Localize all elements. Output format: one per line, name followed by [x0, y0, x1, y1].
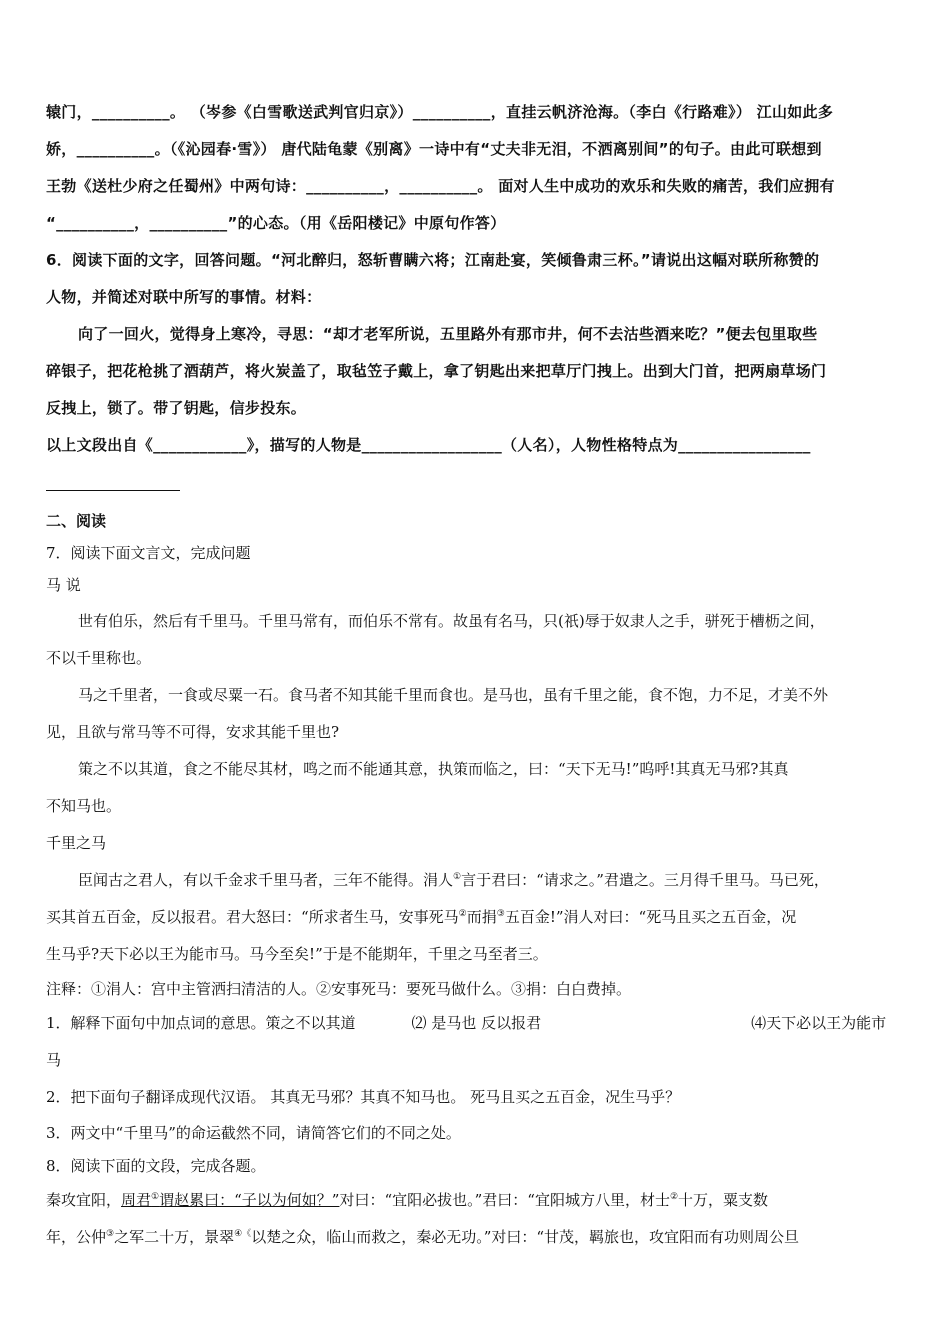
q7-text2-title: 千里之马: [46, 834, 107, 852]
footnote-mark: ②: [669, 1192, 679, 1202]
footnote-mark: ①: [151, 1192, 160, 1202]
q5-line-1: 辕门，__________。 （岑参《白雪歌送武判官归京》）__________，直挂云帆济沧海。（李白《行路难》） 江山如此多: [46, 103, 834, 121]
footnote-mark: ③: [106, 1229, 115, 1239]
q8-passage-line-1: 秦攻宜阳，周君①谓赵累曰：“子以为何如？”对曰：“宜阳必拔也。”君曰：“宜阳城方八里，材士②十万，粟支数: [46, 1191, 769, 1209]
q8-intro: 8．阅读下面的文段，完成各题。: [46, 1157, 266, 1175]
q7-p1-line-1: 世有伯乐，然后有千里马。千里马常有，而伯乐不常有。故虽有名马，只(祇)辱于奴隶人之手，骈死于槽枥之间，: [78, 612, 825, 630]
section-title: 二、阅读: [46, 512, 107, 530]
footnote-mark: ①: [453, 872, 462, 882]
q6-material-line-3: 反拽上，锁了。带了钥匙，信步投东。: [46, 399, 307, 417]
q7-p3-line-2: 不知马也。: [46, 797, 122, 815]
answer-blank-line: [46, 464, 180, 491]
q7-p1-line-2: 不以千里称也。: [46, 649, 152, 667]
q7-p4-line-2: 买其首五百金，反以报君。君大怒曰：“所求者生马，安事死马②而捐③五百金!”涓人对曰：“死马且买之五百金，况: [46, 908, 797, 926]
footnote-mark: ④《: [234, 1229, 252, 1239]
q7-sub1: 1．解释下面句中加点词的意思。策之不以其道 ⑵ 是马也 反以报君 ⑷天下必以王为能市: [46, 1014, 887, 1032]
q7-sub3: 3．两文中“千里马”的命运截然不同，请简答它们的不同之处。: [46, 1124, 461, 1142]
q7-p2-line-2: 见，且欲与常马等不可得，安求其能千里也?: [46, 723, 340, 741]
q7-notes: 注释：①涓人：宫中主管洒扫清洁的人。②安事死马：要死马做什么。③捐：白白费掉。: [46, 980, 632, 998]
q7-p2-line-1: 马之千里者，一食或尽粟一石。食马者不知其能千里而食也。是马也，虽有千里之能，食不饱，力不足，才美不外: [78, 686, 829, 704]
document-page: [46, 94, 908, 1256]
q6-question: 以上文段出自《____________》，描写的人物是__________________（人名），人物性格特点为_________________: [46, 436, 811, 454]
q7-text1-title: 马 说: [46, 576, 81, 594]
q7-p3-line-1: 策之不以其道，食之不能尽其材，鸣之而不能通其意，执策而临之，曰：“天下无马!”呜呼!其真无马邪?其真: [78, 760, 789, 778]
q7-sub1-wrap: 马: [46, 1051, 62, 1069]
footnote-mark: ③: [496, 909, 505, 919]
q6-answer-blank: [46, 464, 908, 501]
q6-prompt-line-1: 6．阅读下面的文字，回答问题。“河北醉归，怒斩曹瞒六将；江南赴宴，笑倾鲁肃三杯。”请说出这幅对联所称赞的: [46, 251, 820, 269]
q6-prompt-line-2: 人物，并简述对联中所写的事情。材料：: [46, 288, 322, 306]
q7-intro: 7．阅读下面文言文，完成问题: [46, 544, 251, 562]
q7-p4-line-3: 生马乎?天下必以王为能市马。马今至矣!”于是不能期年，千里之马至者三。: [46, 945, 548, 963]
q7-p4-line-1: 臣闻古之君人，有以千金求千里马者，三年不能得。涓人①言于君曰：“请求之。”君遣之。三月得千里马。马已死，: [78, 871, 829, 889]
q6-material-line-2: 碎银子，把花枪挑了酒葫芦，将火炭盖了，取毡笠子戴上，拿了钥匙出来把草厅门拽上。出到大门首，把两扇草场门: [46, 362, 827, 380]
q5-line-4: “__________，__________”的心态。（用《岳阳楼记》中原句作答）: [46, 214, 506, 232]
footnote-mark: ②: [458, 909, 467, 919]
q7-sub2: 2．把下面句子翻译成现代汉语。 其真无马邪？其真不知马也。 死马且买之五百金，况生马乎？: [46, 1088, 681, 1106]
q8-passage-line-2: 年，公仲③之军二十万，景翠④《以楚之众，临山而救之，秦必无功。”对曰：“甘茂，羁旅也，攻宜阳而有功则周公旦: [46, 1228, 800, 1246]
q6-material-line-1: 向了一回火，觉得身上寒冷，寻思：“却才老军所说，五里路外有那市井，何不去沽些酒来吃？”便去包里取些: [78, 325, 818, 343]
q5-line-2: 娇，__________。（《沁园春·雪》） 唐代陆龟蒙《别离》一诗中有“丈夫非无泪，不洒离别间”的句子。由此可联想到: [46, 140, 822, 158]
q5-line-3: 王勃《送杜少府之任蜀州》中两句诗：__________，__________。 面对人生中成功的欢乐和失败的痛苦，我们应拥有: [46, 177, 835, 195]
